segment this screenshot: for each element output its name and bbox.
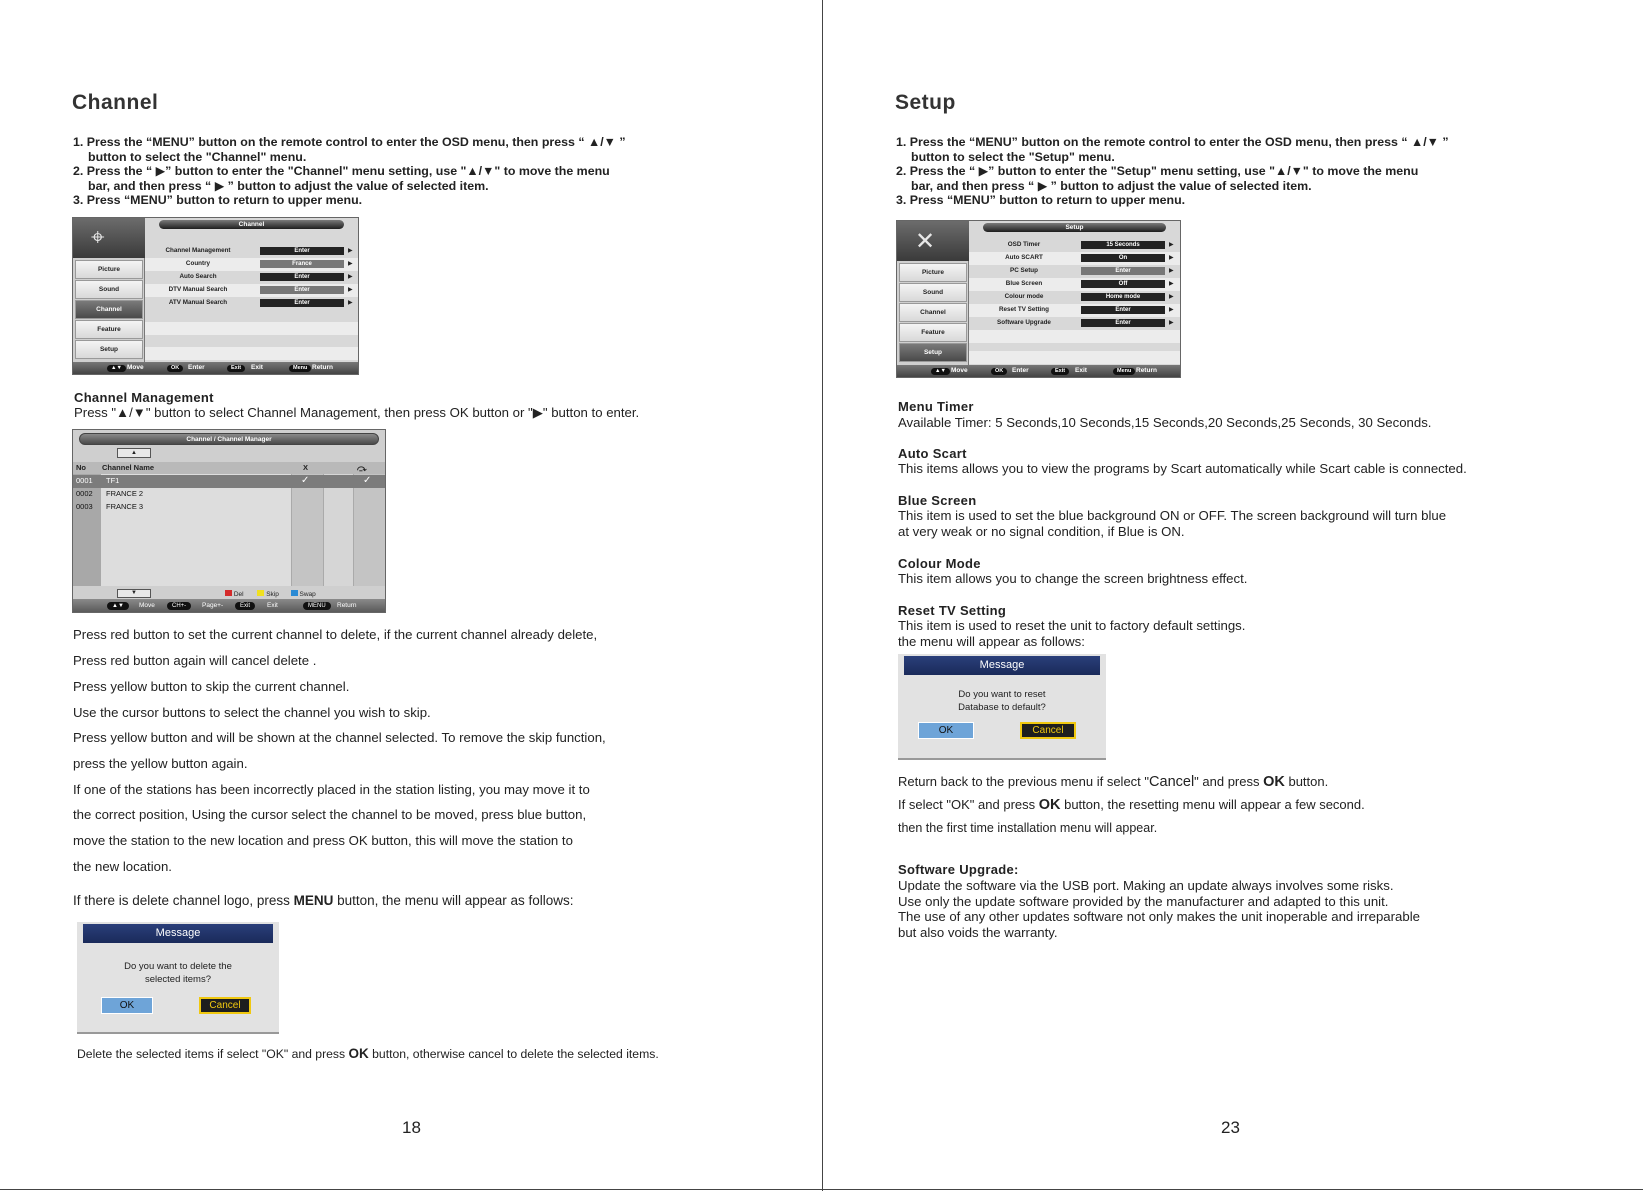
auto-scart-text: This items allows you to view the programs by Scart automatically while Scart cable is connected. [898,461,1467,476]
body-line: Press yellow button and will be shown at the channel selected. To remove the skip function, [73,730,606,745]
footer-move: Move [139,602,155,609]
right-arrow-icon: ▶ [348,261,353,267]
osd-empty-row [969,351,1180,364]
osd-row [969,265,1180,278]
body-line: the correct position, Using the cursor select the channel to be moved, press blue button, [73,807,587,822]
osd-row-label: Colour mode [1004,293,1044,300]
dialog-body [77,960,279,986]
right-arrow-icon: ▶ [348,274,353,280]
right-arrow-icon: ▶ [348,300,353,306]
red-key-icon [225,590,232,596]
row-name: TF1 [106,476,120,485]
table-row [73,475,385,488]
osd-row [969,239,1180,252]
text-segment: button, the menu will appear as follows: [333,893,574,908]
text-bold: OK [1038,797,1061,813]
step-line: 1. Press the “MENU” button on the remote control to enter the OSD menu, then press “ ▲/▼ ” [896,135,1449,149]
setup-osd-screenshot [896,220,1181,378]
satellite-dish-icon: ⌖ [73,218,145,258]
osd-row-value: Enter [1081,267,1165,275]
osd-row [969,291,1180,304]
step-line: 2. Press the “ ▶” button to enter the "Channel" menu setting, use "▲/▼" to move the menu [73,164,610,179]
scroll-down-icon: ▼ [117,589,151,598]
osd-side-picture: Picture [75,260,143,279]
right-arrow-icon: ▶ [1169,242,1174,248]
page-title-channel: Channel [72,91,159,114]
footer-move: Move [127,364,144,371]
osd-row-value: France [260,260,344,268]
osd-row [145,258,358,271]
right-arrow-icon: ▶ [1169,294,1174,300]
color-legend [225,590,316,598]
dialog-ok-button[interactable]: OK [101,997,153,1014]
dialog-line: Do you want to delete the [124,961,232,972]
menu-key-icon: MENU [303,602,331,610]
footer-enter: Enter [188,364,205,371]
osd-row-value: Off [1081,280,1165,288]
osd-row-label: Reset TV Setting [998,306,1050,313]
osd-empty-row [969,330,1180,343]
step-line: button to select the "Channel" menu. [88,149,307,164]
osd-side-channel: Channel [75,300,143,319]
osd-row-value: On [1081,254,1165,262]
text-segment: button, the resetting menu will appear a few second. [1060,797,1365,812]
osd-side-feature: Feature [75,320,143,339]
osd-side-feature: Feature [899,323,967,342]
check-icon: ✓ [301,475,310,486]
dialog-title: Message [904,656,1100,675]
menu-timer-heading: Menu Timer [898,399,974,414]
blue-screen-text: This item is used to set the blue background ON or OFF. The screen background will turn blue [898,508,1447,523]
step-line: 3. Press “MENU” button to return to upper menu. [896,193,1186,208]
menu-key-icon: Menu [1113,368,1135,375]
step-line: 2. Press the “ ▶” button to enter the "Setup" menu setting, use "▲/▼" to move the menu [896,164,1419,179]
osd-footer [897,365,1180,377]
body-line: press the yellow button again. [73,756,248,771]
reset-tv-heading: Reset TV Setting [898,603,1007,618]
page-divider [822,0,823,1191]
text-segment: If there is delete channel logo, press [73,893,294,908]
osd-row-value: Home mode [1081,293,1165,301]
menu-key-icon: Menu [289,365,311,372]
reset-tv-text: This item is used to reset the unit to factory default settings. [898,618,1246,633]
step-line: bar, and then press “ ▶ ” button to adjust the value of selected item. [911,178,1312,193]
body-line: move the station to the new location and press OK button, this will move the station to [73,833,573,848]
menu-timer-text: Available Timer: 5 Seconds,10 Seconds,15 Seconds,20 Seconds,25 Seconds, 30 Seconds. [898,415,1432,430]
ch-key-icon: CH+- [167,602,191,610]
col-delete: X [303,463,309,472]
return-line [898,774,1328,790]
text-bold: OK [348,1046,369,1061]
body-line: Press red button again will cancel delete . [73,653,317,668]
delete-message-dialog [77,922,279,1034]
ok-key-icon: OK [991,368,1007,375]
blue-key-icon [291,590,298,596]
footer-move: Move [951,367,968,374]
right-arrow-icon: ▶ [1169,281,1174,287]
col-channel-name: Channel Name [102,463,155,472]
exit-key-icon: Exit [235,602,255,610]
osd-empty-row [145,347,358,360]
footer-enter: Enter [1012,367,1029,374]
osd-row-value: 15 Seconds [1081,241,1165,249]
text-segment: Return back to the previous menu if select " [898,774,1150,789]
swap-icon: ⤼ [357,463,367,473]
osd-row-value: Enter [1081,306,1165,314]
osd-row [969,252,1180,265]
osd-row-label: Blue Screen [1005,280,1043,287]
col-no: No [76,463,86,472]
colour-mode-heading: Colour Mode [898,556,981,571]
page-number-left: 18 [402,1118,421,1137]
body-line: If one of the stations has been incorrectly placed in the station listing, you may move it to [73,782,590,797]
delete-final-line [77,1046,659,1061]
right-arrow-icon: ▶ [1169,255,1174,261]
footer-exit: Exit [251,364,263,371]
yellow-key-icon [257,590,264,596]
body-line: Update the software via the USB port. Making an update always involves some risks. [898,878,1394,893]
auto-scart-heading: Auto Scart [898,446,967,461]
channel-steps [73,135,773,208]
exit-key-icon: Exit [1051,368,1069,375]
osd-side-setup: Setup [75,340,143,359]
cm-footer [73,599,385,612]
osd-row [145,245,358,258]
dialog-cancel-button[interactable]: Cancel [1020,722,1076,739]
dialog-line: selected items? [144,974,211,985]
body-line: Press red button to set the current channel to delete, if the current channel already delete, [73,627,598,642]
text-bold: MENU [293,893,334,908]
row-no: 0003 [76,502,93,511]
ok-key-icon: OK [167,365,183,372]
osd-row-value: Enter [1081,319,1165,327]
then-line: then the first time installation menu will appear. [898,821,1158,835]
setup-steps [896,135,1616,208]
osd-row [145,297,358,310]
osd-row-value: Enter [260,247,344,255]
step-line: bar, and then press “ ▶ ” button to adjust the value of selected item. [88,178,489,193]
channel-manager-screenshot [72,429,386,613]
osd-title: Channel [159,220,344,229]
osd-row-label: Channel Management [165,247,231,254]
table-row [73,488,385,501]
osd-row-label: ATV Manual Search [168,299,228,306]
tools-icon: ✕ [897,221,969,261]
osd-row-label: DTV Manual Search [168,286,228,293]
footer-exit: Exit [267,602,278,609]
updown-key-icon: ▲▼ [107,602,129,610]
osd-row [145,271,358,284]
osd-row [145,284,358,297]
channel-osd-screenshot [72,217,359,375]
step-line: 3. Press “MENU” button to return to upper menu. [73,193,363,208]
osd-row-label: Auto Search [179,273,217,280]
osd-row [969,317,1180,330]
osd-title: Setup [983,223,1166,232]
osd-sidebar [73,258,145,362]
footer-exit: Exit [1075,367,1087,374]
right-arrow-icon: ▶ [1169,307,1174,313]
blue-screen-text-2: at very weak or no signal condition, if Blue is ON. [898,524,1185,539]
body-line: Press yellow button to skip the current channel. [73,679,350,694]
body-line: Use only the update software provided by the manufacturer and adapted to this unit. [898,893,1389,909]
footer-page: Page+- [202,602,224,609]
reset-tv-text-2: the menu will appear as follows: [898,634,1085,649]
right-arrow-icon: ▶ [1169,320,1174,326]
updown-key-icon: ▲▼ [931,368,950,375]
cm-title: Channel / Channel Manager [79,433,379,445]
osd-side-picture: Picture [899,263,967,282]
legend-skip: Skip [266,591,279,598]
page-number-right: 23 [1221,1118,1240,1137]
osd-empty-row [145,322,358,335]
legend-del: Del [233,591,244,598]
text-bold: OK [1263,774,1285,790]
osd-row-label: OSD Timer [1007,241,1041,248]
dialog-cancel-button[interactable]: Cancel [199,997,251,1014]
osd-row-label: PC Setup [1010,267,1038,274]
text-segment: " and press [1194,774,1264,789]
footer-return: Return [1136,367,1157,374]
exit-key-icon: Exit [227,365,245,372]
row-no: 0001 [76,476,93,485]
page-title-setup: Setup [895,91,956,114]
colour-mode-text: This item allows you to change the screen brightness effect. [898,571,1248,586]
scroll-up-icon: ▲ [117,448,151,458]
body-line: Use the cursor buttons to select the channel you wish to skip. [73,705,431,720]
table-row [73,501,385,514]
updown-key-icon: ▲▼ [107,365,126,372]
osd-footer [73,362,358,374]
osd-row-label: Country [185,260,211,267]
osd-sidebar [897,261,969,365]
osd-row-label: Auto SCART [1005,254,1043,261]
software-upgrade-heading: Software Upgrade: [898,862,1019,877]
body-line: but also voids the warranty. [898,924,1058,940]
footer-return: Return [337,602,357,609]
text-segment: Cancel [1149,774,1195,790]
text-segment: button, otherwise cancel to delete the selected items. [368,1047,659,1061]
row-name: FRANCE 3 [106,502,144,511]
step-line: button to select the "Setup" menu. [911,149,1115,164]
step-line: 1. Press the “MENU” button on the remote control to enter the OSD menu, then press “ ▲/▼ ” [73,135,626,149]
right-arrow-icon: ▶ [1169,268,1174,274]
right-arrow-icon: ▶ [348,287,353,293]
osd-row-value: Enter [260,286,344,294]
osd-row [969,278,1180,291]
osd-side-channel: Channel [899,303,967,322]
cm-header [73,462,385,474]
body-line: the new location. [73,859,172,874]
dialog-title: Message [83,924,273,943]
dialog-body [898,688,1106,714]
osd-row-value: Enter [260,273,344,281]
text-segment: button. [1284,774,1329,789]
check-icon: ✓ [363,475,372,486]
dialog-line: Database to default? [958,702,1046,713]
text-segment: Delete the selected items if select "OK" and press [77,1047,349,1061]
footer-return: Return [312,364,333,371]
row-no: 0002 [76,489,93,498]
reset-message-dialog [898,654,1106,760]
channel-management-intro: Press "▲/▼" button to select Channel Management, then press OK button or "▶" button to enter. [74,405,640,420]
dialog-ok-button[interactable]: OK [918,722,974,739]
if-select-line [898,797,1365,813]
osd-row [969,304,1180,317]
body-line: The use of any other updates software not only makes the unit inoperable and irreparable [898,909,1420,924]
legend-swap: Swap [299,591,316,598]
osd-side-sound: Sound [899,283,967,302]
osd-row-label: Software Upgrade [997,319,1051,326]
blue-screen-heading: Blue Screen [898,493,977,508]
osd-side-setup: Setup [899,343,967,362]
channel-management-heading: Channel Management [74,390,214,405]
dialog-line: Do you want to reset [958,689,1046,700]
software-upgrade-text [898,878,1420,940]
right-arrow-icon: ▶ [348,248,353,254]
bottom-rule [0,1189,1643,1190]
osd-side-sound: Sound [75,280,143,299]
text-segment: If select "OK" and press [898,797,1039,812]
delete-logo-line [73,893,574,908]
osd-row-value: Enter [260,299,344,307]
row-name: FRANCE 2 [106,489,144,498]
